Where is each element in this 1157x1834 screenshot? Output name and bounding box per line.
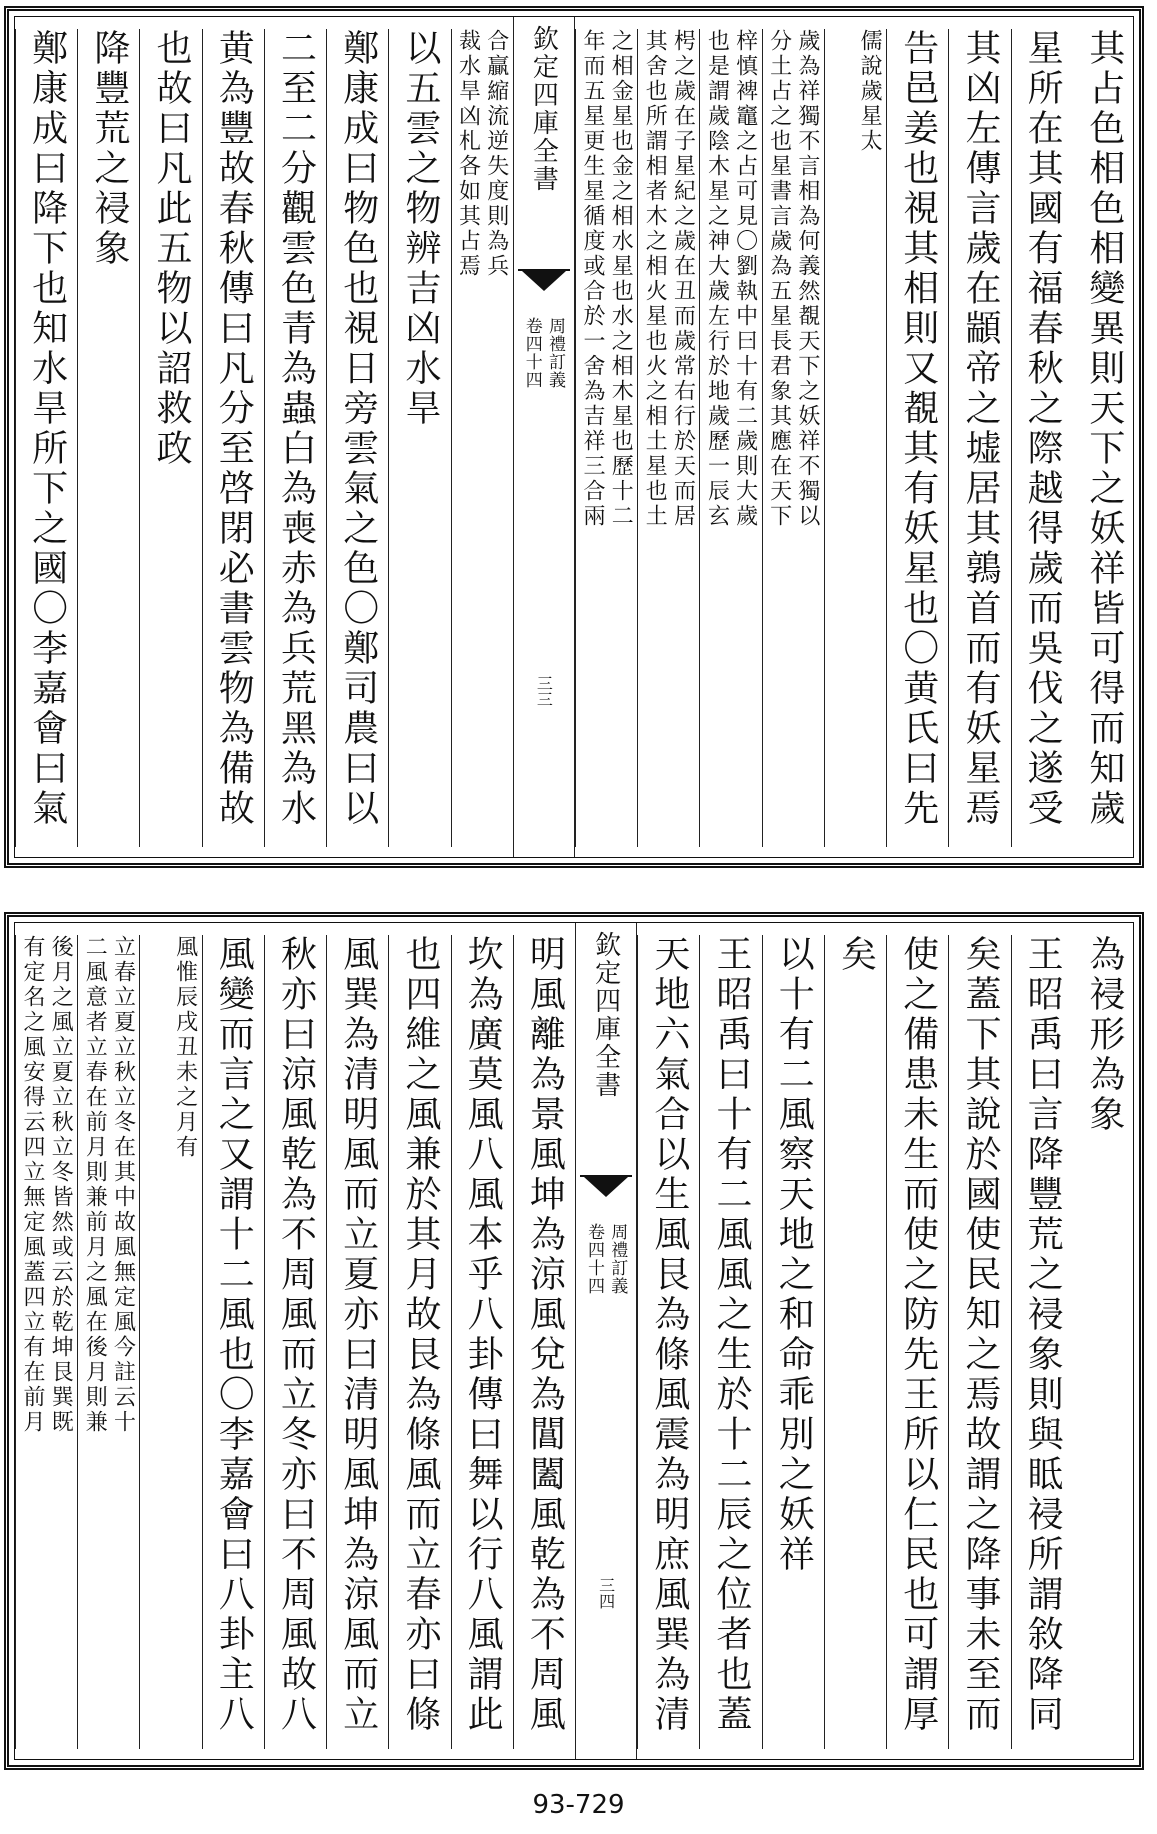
- commentary-line-a: 之相金星也金之相水星也水之相木星也歷十二: [608, 29, 634, 529]
- text-column: [1073, 29, 1135, 847]
- commentary-column: [139, 935, 201, 1749]
- commentary-line-a: 立春立夏立秋立冬在其中故風無定風今註云十: [110, 935, 136, 1435]
- commentary-line-b: 年而五星更生星循度或合於一舍為吉祥三合兩: [580, 29, 605, 529]
- text-column: [388, 29, 450, 847]
- text-column: [1073, 935, 1135, 1749]
- leaf-number: 三三: [534, 675, 554, 707]
- commentary-line-b: 分土占之也星書言歲為五星長君象其應在天下: [766, 29, 792, 529]
- text-column: [451, 935, 513, 1749]
- main-text: 明風離為景風坤為涼風兌為閶闔風乾為不周風: [524, 935, 566, 1735]
- main-text: 降豐荒之祲象: [88, 29, 130, 269]
- top-page: [4, 6, 1144, 868]
- main-text: 天地六氣合以生風艮為條風震為明庶風巽為清: [648, 935, 690, 1735]
- commentary-column: [637, 29, 699, 847]
- commentary-line-b: 二風意者立春在前月則兼前月之風在後月則兼: [82, 935, 108, 1435]
- main-text: 為祲形為象: [1083, 935, 1125, 1135]
- text-column: [326, 935, 388, 1749]
- volume-number: 卷四十四: [521, 317, 542, 389]
- fish-tail-mark: [518, 269, 570, 299]
- main-text: 也故曰凡此五物以詔救政: [151, 29, 193, 469]
- main-text: 也四維之風兼於其月故艮為條風而立春亦曰條: [399, 935, 441, 1735]
- text-column: [699, 935, 761, 1749]
- main-text: 黄為豐故春秋傳曰凡分至啓閉必書雲物為備故: [213, 29, 255, 829]
- text-column: [15, 29, 77, 847]
- text-column: [139, 29, 201, 847]
- fish-tail-mark: [580, 1175, 632, 1205]
- text-column: [202, 29, 264, 847]
- commentary-column: [824, 29, 886, 847]
- book-title: 欽定四庫全書: [590, 931, 621, 1099]
- commentary-line-a: 合贏縮流逆失度則為兵: [483, 29, 509, 279]
- commentary-line-a: 歲為祥獨不言相為何義然覩天下之妖祥不獨以: [794, 29, 820, 529]
- text-column: [1011, 29, 1073, 847]
- text-column: [326, 29, 388, 847]
- main-text: 告邑姜也視其相則又覩其有妖星也〇黄氏曰先: [897, 29, 939, 829]
- text-column: [513, 935, 575, 1749]
- main-text: 鄭康成曰降下也知水旱所下之國〇李嘉會曰氣: [26, 29, 68, 829]
- main-text: 王昭禹曰十有二風風之生於十二辰之位者也蓋: [711, 935, 753, 1735]
- commentary-line-b: 裁水旱凶札各如其占焉: [455, 29, 481, 279]
- volume-number: 卷四十四: [584, 1223, 604, 1295]
- commentary-line-a: 後月之風立夏立秋立冬皆然或云於乾坤艮巽既: [48, 935, 74, 1435]
- commentary-line-a: 風惟辰戌丑未之月有: [172, 935, 198, 1160]
- text-column: [637, 935, 699, 1749]
- main-text: 坎為廣莫風八風本乎八卦傳曰舞以行八風謂此: [462, 935, 504, 1735]
- main-text: 秋亦曰涼風乾為不周風而立冬亦曰不周風故八: [275, 935, 317, 1735]
- main-text: 以十有二風察天地之和命乖別之妖祥: [773, 935, 815, 1575]
- main-text: 風變而言之又謂十二風也〇李嘉會曰八卦主八: [213, 935, 255, 1735]
- bottom-page: [4, 912, 1144, 1770]
- main-text: 矣蓋下其說於國使民知之焉故謂之降事未至而: [959, 935, 1001, 1735]
- commentary-column: [451, 29, 513, 847]
- commentary-line-a: 梓慎裨竈之占可見〇劉執中曰十有二歲則大歲: [732, 29, 758, 529]
- commentary-column: [77, 935, 139, 1749]
- leaf-number: 三四: [596, 1577, 616, 1609]
- main-text: 星所在其國有福春秋之際越得歲而吳伐之遂受: [1022, 29, 1064, 829]
- text-column: [824, 935, 886, 1749]
- commentary-column: [15, 935, 77, 1749]
- work-title: 周禮訂義: [607, 1223, 628, 1295]
- main-text: 風巽為清明風而立夏亦曰清明風坤為涼風而立: [337, 935, 379, 1735]
- text-column: [77, 29, 139, 847]
- commentary-column: [699, 29, 761, 847]
- commentary-line-a: 儒說歲星太: [857, 29, 883, 154]
- book-title: 欽定四庫全書: [528, 25, 559, 193]
- commentary-line-b: 也是謂歲陰木星之神大歲左行於地歲歷一辰玄: [704, 29, 730, 529]
- text-column: [948, 935, 1010, 1749]
- main-text: 使之備患未生而使之防先王所以仁民也可謂厚: [897, 935, 939, 1735]
- main-text: 其凶左傳言歲在顓帝之墟居其鶉首而有妖星焉: [959, 29, 1001, 829]
- main-text: 王昭禹曰言降豐荒之祲象則與眡祲所謂敘降同: [1022, 935, 1064, 1735]
- text-column: [202, 935, 264, 1749]
- text-column: [762, 935, 824, 1749]
- main-text: 鄭康成曰物色也視日旁雲氣之色〇鄭司農曰以: [337, 29, 379, 829]
- main-text: 矣: [835, 935, 877, 975]
- text-column: [948, 29, 1010, 847]
- commentary-line-b: 有定名之風安得云四立無定風蓋四立有在前月: [20, 935, 45, 1435]
- work-title: 周禮訂義: [544, 317, 565, 389]
- commentary-line-b: 其舍也所謂相者木之相火星也火之相土星也土: [642, 29, 668, 529]
- text-column: [1011, 935, 1073, 1749]
- text-column: [886, 935, 948, 1749]
- commentary-line-a: 枵之歲在子星紀之歲在丑而歲常右行於天而居: [670, 29, 696, 529]
- text-column: [886, 29, 948, 847]
- main-text: 二至二分觀雲色青為蟲白為喪赤為兵荒黑為水: [275, 29, 317, 829]
- text-column: [388, 935, 450, 1749]
- commentary-column: [575, 29, 637, 847]
- text-column: [264, 29, 326, 847]
- main-text: 其占色相色相變異則天下之妖祥皆可得而知歲: [1083, 29, 1125, 829]
- book-spine-header: [575, 923, 637, 1759]
- book-spine-header: [513, 17, 575, 857]
- commentary-column: [762, 29, 824, 847]
- text-column: [264, 935, 326, 1749]
- main-text: 以五雲之物辨吉凶水旱: [399, 29, 441, 429]
- page-footer: 93-729: [532, 1790, 625, 1820]
